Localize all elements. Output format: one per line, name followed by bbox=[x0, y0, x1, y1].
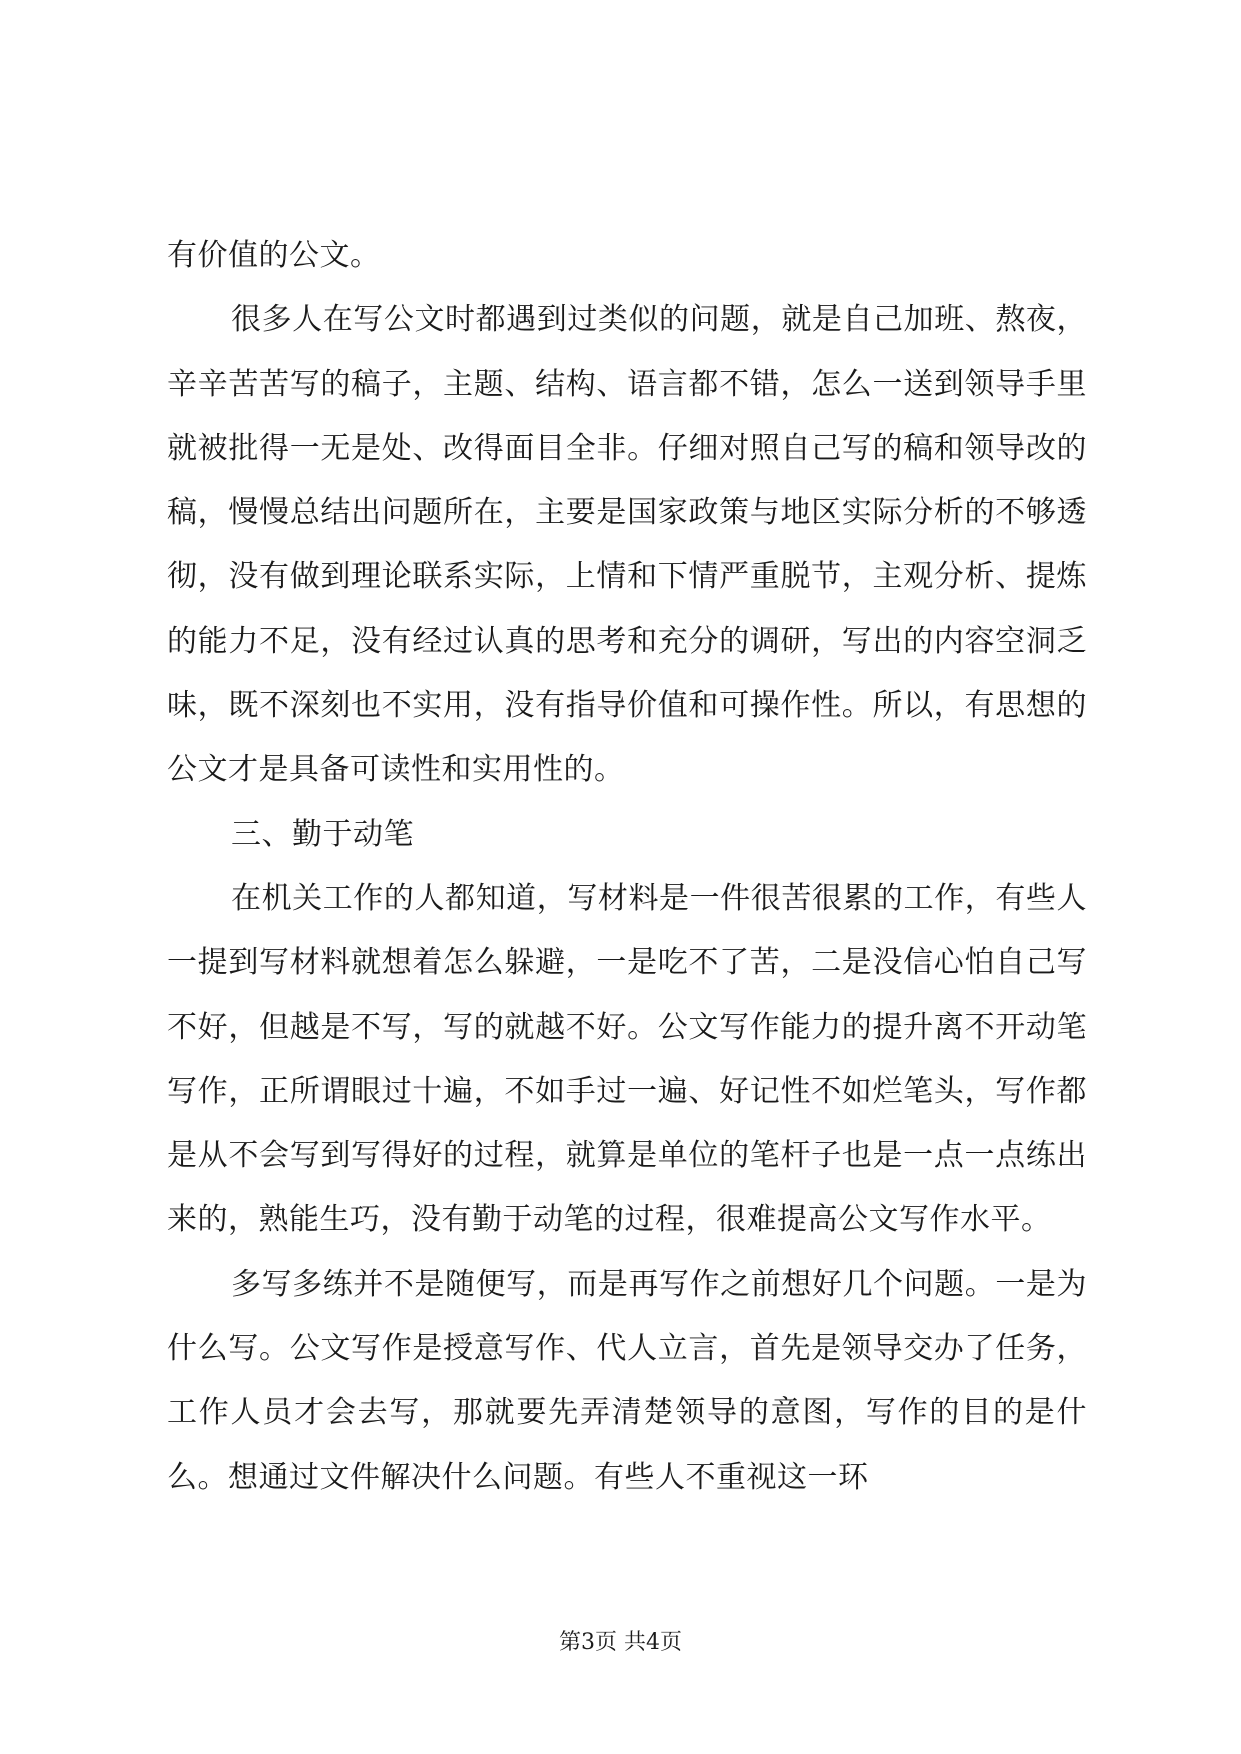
document-body bbox=[167, 224, 1087, 1510]
paragraph-why-write: 多写多练并不是随便写，而是再写作之前想好几个问题。一是为什么写。公文写作是授意写作、代人立言，首先是领导交办了任务，工作人员才会去写，那就要先弄清楚领导的意图，写作的目的是什么。想通过文件解决什么问题。有些人不重视这一环 bbox=[167, 1266, 1087, 1495]
section-heading: 三、勤于动笔 bbox=[231, 816, 414, 852]
paragraph-practice-writing: 在机关工作的人都知道，写材料是一件很苦很累的工作，有些人一提到写材料就想着怎么躲避，一是吃不了苦，二是没信心怕自己写不好，但越是不写，写的就越不好。公文写作能力的提升离不开动笔写作，正所谓眼过十遍，不如手过一遍、好记性不如烂笔头，写作都是从不会写到写得好的过程，就算是单位的笔杆子也是一点一点练出来的，熟能生巧，没有勤于动笔的过程，很难提高公文写作水平。 bbox=[167, 880, 1087, 1238]
paragraph-writing-problems: 很多人在写公文时都遇到过类似的问题，就是自己加班、熬夜，辛辛苦苦写的稿子，主题、结构、语言都不错，怎么一送到领导手里就被批得一无是处、改得面目全非。仔细对照自己写的稿和领导改的稿，慢慢总结出问题所在，主要是国家政策与地区实际分析的不够透彻，没有做到理论联系实际，上情和下情严重脱节，主观分析、提炼的能力不足，没有经过认真的思考和充分的调研，写出的内容空洞乏味，既不深刻也不实用，没有指导价值和可操作性。所以，有思想的公文才是具备可读性和实用性的。 bbox=[167, 302, 1087, 788]
paragraph-continuation: 有价值的公文。 bbox=[167, 238, 381, 273]
page-number-footer: 第3页 共4页 bbox=[559, 1630, 682, 1655]
